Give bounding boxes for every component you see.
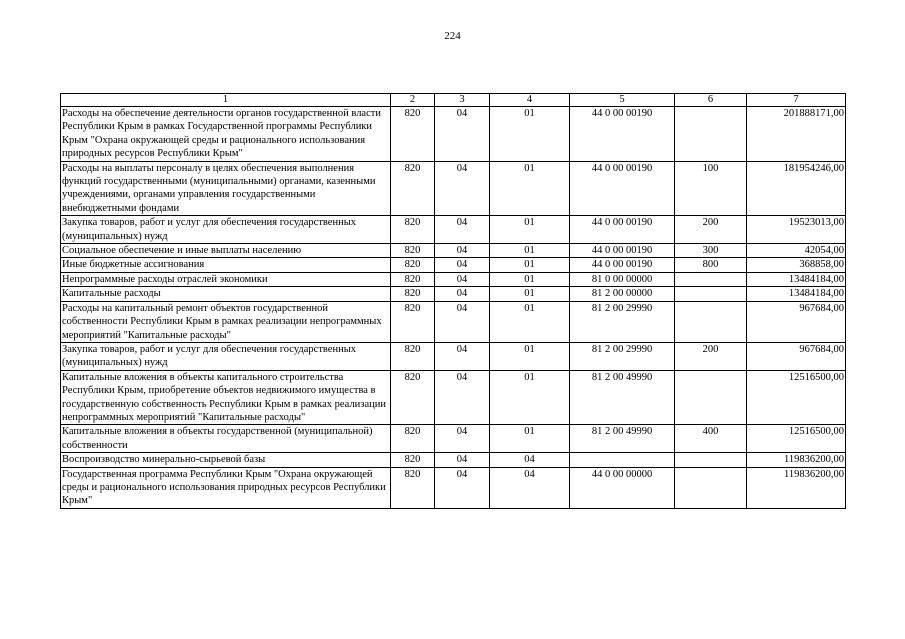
- row-name: Социальное обеспечение и иные выплаты населению: [61, 244, 391, 258]
- row-name: Капитальные вложения в объекты государственной (муниципальной) собственности: [61, 425, 391, 453]
- row-subsection-code: 01: [490, 107, 570, 162]
- page-number: 224: [444, 30, 461, 42]
- row-grbs-code: 820: [391, 244, 435, 258]
- row-grbs-code: 820: [391, 272, 435, 286]
- header-cell: 4: [490, 94, 570, 107]
- row-target-article-code: 44 0 00 00190: [570, 244, 675, 258]
- row-subsection-code: 01: [490, 301, 570, 342]
- header-cell: 7: [747, 94, 846, 107]
- row-grbs-code: 820: [391, 161, 435, 216]
- header-cell: 1: [61, 94, 391, 107]
- row-amount: 201888171,00: [747, 107, 846, 162]
- row-expense-type-code: [675, 107, 747, 162]
- header-row: [61, 94, 846, 107]
- row-subsection-code: 04: [490, 453, 570, 467]
- row-expense-type-code: 100: [675, 161, 747, 216]
- row-name: Иные бюджетные ассигнования: [61, 258, 391, 272]
- row-grbs-code: 820: [391, 216, 435, 244]
- row-name: Закупка товаров, работ и услуг для обеспечения государственных (муниципальных) нужд: [61, 342, 391, 370]
- row-section-code: 04: [435, 425, 490, 453]
- row-name: Капитальные расходы: [61, 287, 391, 301]
- row-grbs-code: 820: [391, 425, 435, 453]
- table-row: [61, 258, 846, 272]
- row-amount: 967684,00: [747, 342, 846, 370]
- row-expense-type-code: 200: [675, 342, 747, 370]
- table-row: [61, 301, 846, 342]
- row-grbs-code: 820: [391, 467, 435, 508]
- row-name: Воспроизводство минерально-сырьевой базы: [61, 453, 391, 467]
- table-row: [61, 425, 846, 453]
- row-amount: 119836200,00: [747, 467, 846, 508]
- header-cell: 6: [675, 94, 747, 107]
- table-row: [61, 244, 846, 258]
- row-amount: 368858,00: [747, 258, 846, 272]
- table-row: [61, 453, 846, 467]
- row-section-code: 04: [435, 287, 490, 301]
- row-name: Расходы на капитальный ремонт объектов государственной собственности Республики Крым в рамках реализации непрограммных мероприятий "Капитальные расходы": [61, 301, 391, 342]
- row-amount: 967684,00: [747, 301, 846, 342]
- row-name: Расходы на выплаты персоналу в целях обеспечения выполнения функций государственными (муниципальными) органами, казенными учреждениями, органами управления государственными внебюджетными фондами: [61, 161, 391, 216]
- header-cell: 5: [570, 94, 675, 107]
- row-amount: 13484184,00: [747, 272, 846, 286]
- row-section-code: 04: [435, 244, 490, 258]
- row-amount: 12516500,00: [747, 425, 846, 453]
- row-section-code: 04: [435, 216, 490, 244]
- row-grbs-code: 820: [391, 287, 435, 301]
- row-amount: 119836200,00: [747, 453, 846, 467]
- row-subsection-code: 01: [490, 216, 570, 244]
- row-amount: 42054,00: [747, 244, 846, 258]
- row-target-article-code: 44 0 00 00190: [570, 107, 675, 162]
- row-name: Государственная программа Республики Крым "Охрана окружающей среды и рационального использования природных ресурсов Республики Крым": [61, 467, 391, 508]
- row-target-article-code: 44 0 00 00190: [570, 161, 675, 216]
- row-section-code: 04: [435, 161, 490, 216]
- row-subsection-code: 04: [490, 467, 570, 508]
- row-target-article-code: 81 2 00 29990: [570, 301, 675, 342]
- row-amount: 181954246,00: [747, 161, 846, 216]
- row-name: Непрограммные расходы отраслей экономики: [61, 272, 391, 286]
- row-grbs-code: 820: [391, 370, 435, 425]
- row-target-article-code: 81 0 00 00000: [570, 272, 675, 286]
- row-section-code: 04: [435, 272, 490, 286]
- row-subsection-code: 01: [490, 272, 570, 286]
- row-section-code: 04: [435, 342, 490, 370]
- row-target-article-code: 44 0 00 00190: [570, 258, 675, 272]
- row-subsection-code: 01: [490, 258, 570, 272]
- row-target-article-code: [570, 453, 675, 467]
- row-name: Капитальные вложения в объекты капитального строительства Республики Крым, приобретение объектов недвижимого имущества в государственную собственность Республики Крым в рамках реализации непрограммных мероприятий "Капитальные расходы": [61, 370, 391, 425]
- row-expense-type-code: 200: [675, 216, 747, 244]
- row-grbs-code: 820: [391, 342, 435, 370]
- row-section-code: 04: [435, 107, 490, 162]
- row-target-article-code: 44 0 00 00190: [570, 216, 675, 244]
- row-subsection-code: 01: [490, 161, 570, 216]
- table-row: [61, 216, 846, 244]
- row-section-code: 04: [435, 453, 490, 467]
- table-row: [61, 161, 846, 216]
- header-cell: 2: [391, 94, 435, 107]
- row-subsection-code: 01: [490, 342, 570, 370]
- row-grbs-code: 820: [391, 107, 435, 162]
- row-expense-type-code: [675, 467, 747, 508]
- row-name: Расходы на обеспечение деятельности органов государственной власти Республики Крым в рамках Государственной программы Республики Крым "Охрана окружающей среды и рационального использования природных ресурсов Республики Крым": [61, 107, 391, 162]
- row-subsection-code: 01: [490, 370, 570, 425]
- row-section-code: 04: [435, 258, 490, 272]
- row-section-code: 04: [435, 301, 490, 342]
- row-expense-type-code: 800: [675, 258, 747, 272]
- row-target-article-code: 81 2 00 49990: [570, 370, 675, 425]
- row-expense-type-code: 400: [675, 425, 747, 453]
- row-expense-type-code: 300: [675, 244, 747, 258]
- table-row: [61, 107, 846, 162]
- row-name: Закупка товаров, работ и услуг для обеспечения государственных (муниципальных) нужд: [61, 216, 391, 244]
- row-subsection-code: 01: [490, 425, 570, 453]
- row-grbs-code: 820: [391, 453, 435, 467]
- row-expense-type-code: [675, 272, 747, 286]
- row-expense-type-code: [675, 287, 747, 301]
- table-row: [61, 342, 846, 370]
- table-row: [61, 467, 846, 508]
- row-target-article-code: 81 2 00 29990: [570, 342, 675, 370]
- row-grbs-code: 820: [391, 258, 435, 272]
- header-cell: 3: [435, 94, 490, 107]
- row-amount: 12516500,00: [747, 370, 846, 425]
- row-section-code: 04: [435, 370, 490, 425]
- table-row: [61, 287, 846, 301]
- row-expense-type-code: [675, 301, 747, 342]
- row-target-article-code: 44 0 00 00000: [570, 467, 675, 508]
- row-expense-type-code: [675, 453, 747, 467]
- row-amount: 13484184,00: [747, 287, 846, 301]
- table-row: [61, 272, 846, 286]
- row-amount: 19523013,00: [747, 216, 846, 244]
- row-target-article-code: 81 2 00 49990: [570, 425, 675, 453]
- row-section-code: 04: [435, 467, 490, 508]
- row-subsection-code: 01: [490, 287, 570, 301]
- row-target-article-code: 81 2 00 00000: [570, 287, 675, 301]
- budget-table: [60, 93, 846, 509]
- row-grbs-code: 820: [391, 301, 435, 342]
- row-subsection-code: 01: [490, 244, 570, 258]
- table-row: [61, 370, 846, 425]
- row-expense-type-code: [675, 370, 747, 425]
